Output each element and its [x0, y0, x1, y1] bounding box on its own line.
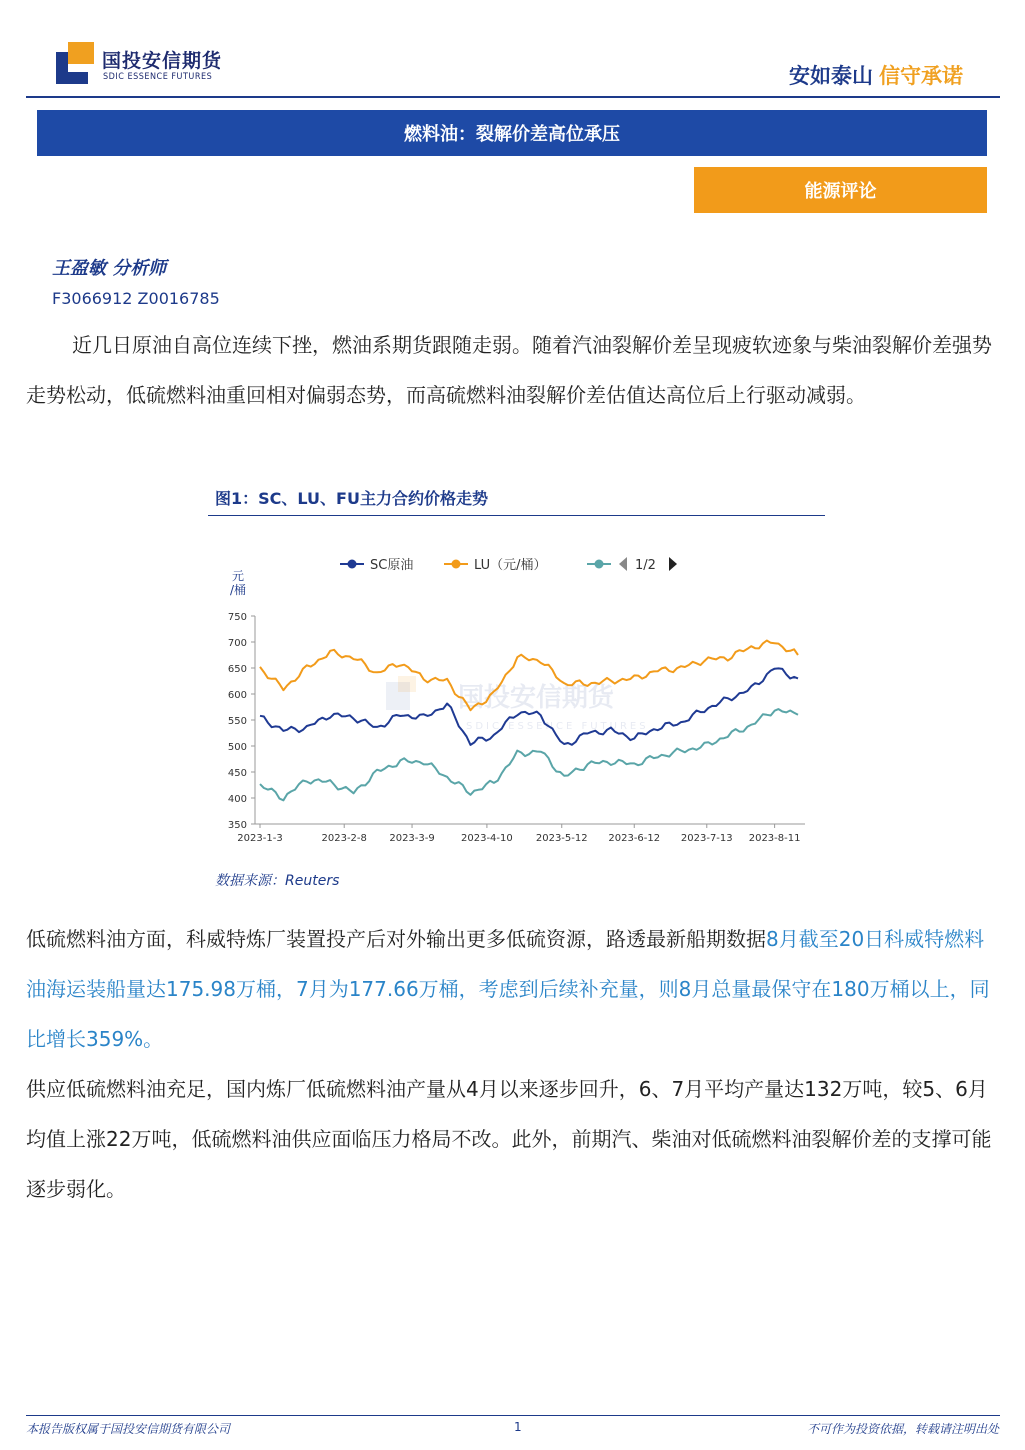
legend-swatch-dot — [595, 560, 604, 569]
analyst-name: 王盈敏 分析师 — [52, 258, 167, 279]
x-tick-label: 2023-1-3 — [237, 833, 283, 844]
company-logo — [50, 40, 250, 90]
y-tick-label: 400 — [227, 794, 247, 805]
paragraph-lsfo-highlight: 8月截至20日科威特燃料油海运装船量达175.98万桶，7月为177.66万桶，考虑到后续补充量，则8月总量最保守在180万桶以上，同比增长359%。 — [26, 927, 990, 1051]
watermark-text-cn: 国投安信期货 — [458, 683, 615, 713]
y-tick-label: 350 — [227, 820, 247, 831]
x-tick-label: 2023-8-11 — [748, 833, 801, 844]
paragraph-intro: 近几日原油自高位连续下挫，燃油系期货跟随走弱。随着汽油裂解价差呈现疲软迹象与柴油裂解价差强势走势松动，低硫燃料油重回相对偏弱态势，而高硫燃料油裂解价差估值达高位后上行驱动减弱。 — [26, 333, 992, 407]
footer-divider — [26, 1415, 1000, 1416]
price-line-chart — [208, 540, 825, 860]
y-tick-label: 450 — [227, 768, 247, 779]
x-tick-label: 2023-4-10 — [461, 833, 513, 844]
chart-legend — [340, 557, 677, 573]
y-axis-label-per: /桶 — [229, 583, 247, 597]
legend-prev-icon — [619, 557, 627, 571]
legend-page-indicator: 1/2 — [635, 558, 656, 573]
paragraph-supply: 供应低硫燃料油充足，国内炼厂低硫燃料油产量从4月以来逐步回升，6、7月平均产量达132万吨，较5、6月均值上涨22万吨，低硫燃料油供应面临压力格局不改。此外，前期汽、柴油对低硫燃料油裂解价差的支撑可能逐步弱化。 — [26, 1077, 992, 1201]
report-title: 燃料油：裂解价差高位承压 — [37, 110, 987, 156]
legend-label: LU（元/桶） — [474, 558, 547, 573]
x-tick-label: 2023-2-8 — [321, 833, 367, 844]
y-tick-label: 500 — [227, 742, 247, 753]
legend-label: SC原油 — [370, 558, 414, 573]
figure-title: 图1：SC、LU、FU主力合约价格走势 — [215, 489, 488, 508]
footer-disclaimer: 不可作为投资依据，转载请注明出处 — [806, 1422, 999, 1436]
paragraph-lsfo-lead: 低硫燃料油方面，科威特炼厂装置投产后对外输出更多低硫资源，路透最新船期数据 — [26, 927, 766, 951]
header-divider — [26, 96, 1000, 98]
y-axis — [228, 612, 255, 831]
page-number: 1 — [514, 1420, 522, 1434]
y-tick-label: 750 — [227, 612, 247, 623]
x-axis — [237, 824, 805, 844]
x-tick-label: 2023-3-9 — [389, 833, 435, 844]
y-tick-label: 550 — [227, 716, 247, 727]
figure-title-rule — [208, 515, 825, 516]
y-tick-label: 650 — [227, 664, 247, 675]
watermark-mark-accent-icon — [398, 676, 416, 692]
watermark-text-en: SDIC ESSENCE FUTURES — [466, 721, 649, 732]
x-tick-label: 2023-7-13 — [680, 833, 733, 844]
logo-text-en: SDIC ESSENCE FUTURES — [103, 72, 213, 82]
legend-swatch-dot — [452, 560, 461, 569]
y-axis-label-unit: 元 — [231, 569, 245, 583]
logo-text-cn: 国投安信期货 — [102, 50, 223, 72]
y-tick-label: 600 — [227, 690, 247, 701]
report-category-badge: 能源评论 — [694, 167, 987, 213]
analyst-license: F3066912 Z0016785 — [52, 289, 220, 308]
footer-copyright: 本报告版权属于国投安信期货有限公司 — [26, 1422, 231, 1436]
chart-watermark — [386, 676, 649, 732]
y-axis-label — [230, 569, 246, 597]
slogan-part-1: 安如泰山 — [789, 64, 873, 88]
legend-swatch-dot — [348, 560, 357, 569]
slogan-part-2: 信守承诺 — [879, 64, 963, 88]
legend-next-icon — [669, 557, 677, 571]
x-tick-label: 2023-6-12 — [608, 833, 661, 844]
figure-source: 数据来源：Reuters — [215, 873, 340, 889]
header-slogan — [789, 60, 963, 90]
y-tick-label: 700 — [227, 638, 247, 649]
x-tick-label: 2023-5-12 — [535, 833, 588, 844]
paragraph-lsfo — [26, 914, 1001, 1064]
logo-mark-icon — [54, 42, 94, 86]
